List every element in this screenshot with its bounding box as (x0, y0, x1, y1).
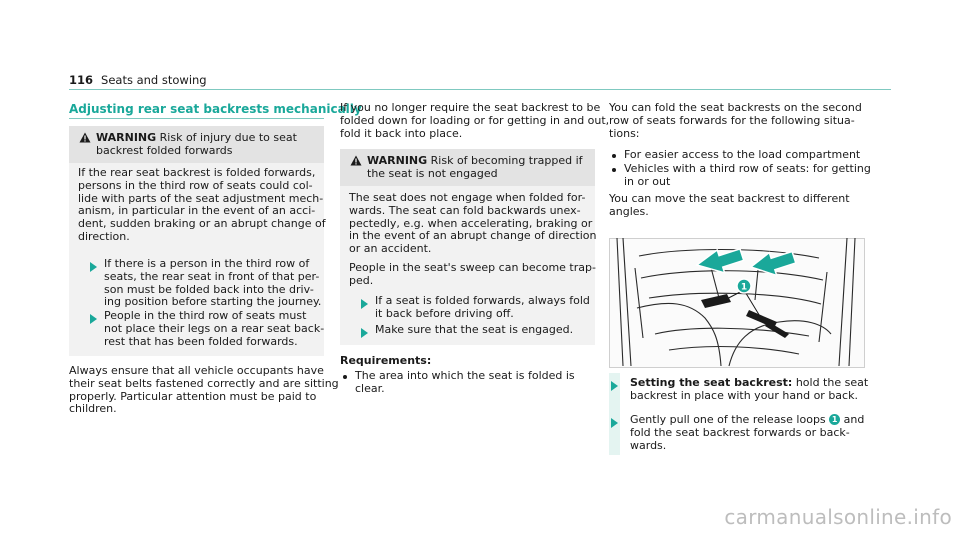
warning-item-1: If a seat is folded forwards, always fold it back before driving off. (375, 294, 590, 320)
bullet-icon (612, 168, 616, 172)
warning-body-1: The seat does not engage when folded for- wards. The seat can fold backwards unex- pectedly, e.g. when accelerating, braking or in the event of an abrupt change of direction or an accident. (349, 191, 597, 256)
callout-1-label: 1 (740, 282, 748, 293)
step-2-text-b: and fold the seat backrest forwards or back- wards. (630, 413, 865, 452)
warning-label: WARNING (367, 154, 428, 167)
step-1 (630, 377, 868, 403)
warning-body: If the rear seat backrest is folded forwards, persons in the third row of seats could col- lide with parts of the seat adjustment mech- anism, in particular in the event of an acci- dent, sudden braking or an abrupt change of direction. (78, 166, 326, 243)
step-2-text-a: Gently pull one of the release loops (630, 413, 830, 426)
action-arrow-icon (361, 328, 368, 338)
warning-body-2: People in the seat's sweep can become trap- ped. (349, 261, 596, 287)
requirement-item: The area into which the seat is folded is clear. (355, 369, 575, 395)
rear-seat-illustration (609, 238, 865, 368)
page-header (69, 73, 207, 87)
action-arrow-icon (90, 262, 97, 272)
action-arrow-icon (611, 418, 618, 428)
warning-item-2: People in the third row of seats must not place their legs on a rear seat back- rest that has been folded forwards. (104, 309, 325, 348)
requirements-label: Requirements: (340, 354, 432, 367)
col3-intro: You can fold the seat backrests on the second row of seats forwards for the following situa- tions: (609, 101, 862, 140)
warning-label: WARNING (96, 131, 157, 144)
warning-title-line1: Risk of injury due to seat (159, 131, 297, 144)
bullet-icon (612, 154, 616, 158)
warning-title (367, 155, 583, 168)
situation-item-2: Vehicles with a third row of seats: for getting in or out (624, 162, 871, 188)
situation-item-1: For easier access to the load compartment (624, 148, 861, 161)
angles-note: You can move the seat backrest to different angles. (609, 192, 850, 218)
warning-item-2: Make sure that the seat is engaged. (375, 323, 574, 336)
section-title: Seats and stowing (101, 73, 207, 87)
action-arrow-icon (361, 299, 368, 309)
bullet-icon (343, 375, 347, 379)
warning-title-line2: backrest folded forwards (96, 144, 233, 157)
action-arrow-icon (90, 314, 97, 324)
warning-title-line1: Risk of becoming trapped if (430, 154, 583, 167)
occupant-note: Always ensure that all vehicle occupants have their seat belts fastened correctly and are sitting properly. Particular attention must be paid to children. (69, 364, 339, 416)
heading-underline (69, 118, 324, 119)
warning-triangle-icon (350, 155, 362, 166)
warning-title-line2: the seat is not engaged (367, 167, 498, 180)
step-1-title: Setting the seat backrest: (630, 376, 793, 389)
page-number: 116 (69, 73, 94, 87)
warning-title (96, 132, 297, 145)
action-arrow-icon (611, 381, 618, 391)
watermark: carmanualsonline.info (724, 505, 952, 529)
step-1-text: hold the seat backrest in place with your hand or back. (630, 376, 869, 402)
warning-triangle-icon (79, 132, 91, 143)
warning-item-1: If there is a person in the third row of seats, the rear seat in front of that per- son must be folded back into the driv- ing position before starting the journey. (104, 257, 322, 309)
section-heading: Adjusting rear seat backrests mechanically (69, 102, 362, 116)
header-divider (69, 89, 891, 90)
step-2 (630, 414, 864, 452)
callout-1-icon: 1 (829, 414, 840, 425)
col2-intro: If you no longer require the seat backrest to be folded down for loading or for getting in and out, fold it back into place. (340, 101, 610, 140)
